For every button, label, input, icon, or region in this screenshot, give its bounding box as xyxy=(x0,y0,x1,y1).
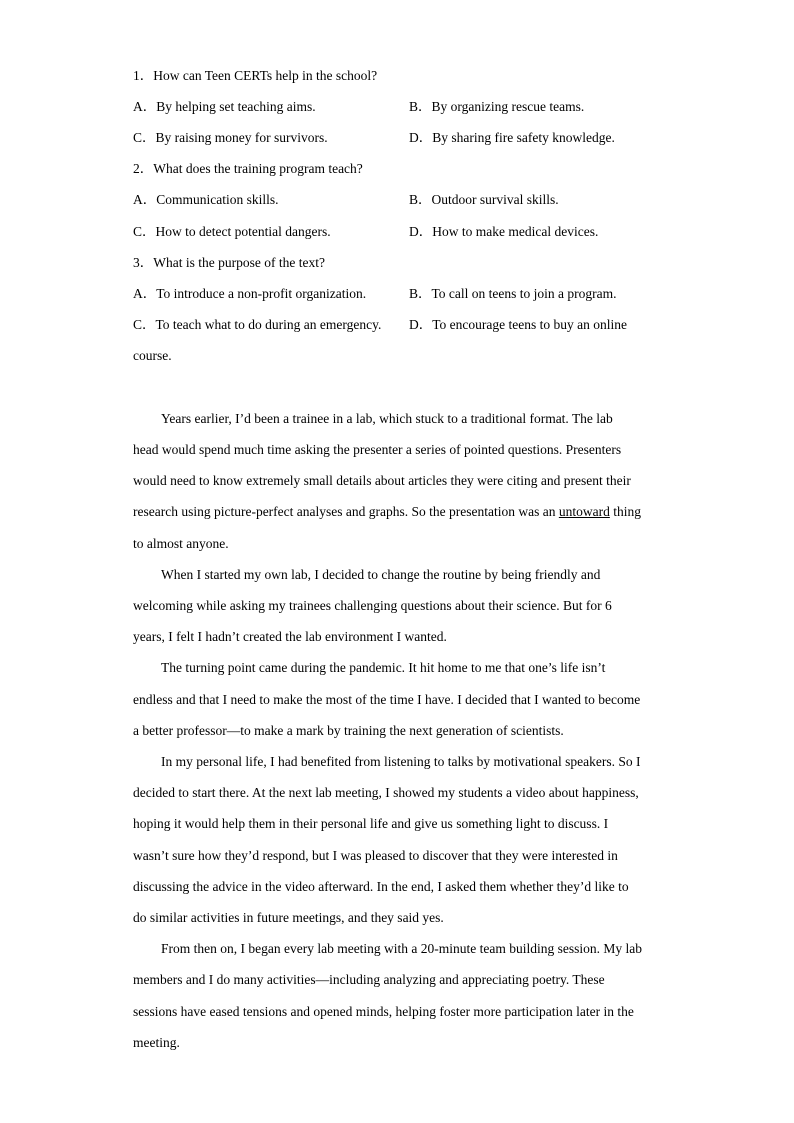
question-3-stem: 3．What is the purpose of the text? xyxy=(133,255,325,270)
paragraph-line: discussing the advice in the video afterward. In the end, I asked them whether they’d like to xyxy=(133,879,629,894)
paragraph-line: sessions have eased tensions and opened minds, helping foster more participation later in the xyxy=(133,1004,634,1019)
question-1-option-c: C．By raising money for survivors. xyxy=(133,130,328,145)
paragraph-line: wasn’t sure how they’d respond, but I was pleased to discover that they were interested in xyxy=(133,848,618,863)
paragraph-line: Years earlier, I’d been a trainee in a lab, which stuck to a traditional format. The lab xyxy=(161,411,613,426)
question-2-option-d: D．How to make medical devices. xyxy=(409,224,599,239)
paragraph-line: The turning point came during the pandemic. It hit home to me that one’s life isn’t xyxy=(161,660,606,675)
paragraph-line: meeting. xyxy=(133,1035,180,1050)
paragraph-line: welcoming while asking my trainees challenging questions about their science. But for 6 xyxy=(133,598,612,613)
question-2-option-c: C．How to detect potential dangers. xyxy=(133,224,331,239)
paragraph-line: would need to know extremely small details about articles they were citing and present their xyxy=(133,473,631,488)
question-3-option-d-continued: course. xyxy=(133,348,172,363)
question-3-option-b: B．To call on teens to join a program. xyxy=(409,286,617,301)
question-3-option-d: D．To encourage teens to buy an online xyxy=(409,317,627,332)
question-2-option-b: B．Outdoor survival skills. xyxy=(409,192,559,207)
paragraph-line xyxy=(133,503,641,521)
paragraph-line-text: thing xyxy=(609,504,641,519)
question-1-option-d: D．By sharing fire safety knowledge. xyxy=(409,130,615,145)
paragraph-line: do similar activities in future meetings, and they said yes. xyxy=(133,910,444,925)
paragraph-line: hoping it would help them in their personal life and give us something light to discuss. I xyxy=(133,816,609,831)
paragraph-line: a better professor—to make a mark by training the next generation of scientists. xyxy=(133,723,564,738)
paragraph-line: decided to start there. At the next lab meeting, I showed my students a video about happiness, xyxy=(133,785,639,800)
paragraph-line: head would spend much time asking the presenter a series of pointed questions. Presenters xyxy=(133,442,622,457)
paragraph-line: to almost anyone. xyxy=(133,536,229,551)
underlined-word: untoward xyxy=(558,504,610,519)
paragraph-line: endless and that I need to make the most of the time I have. I decided that I wanted to become xyxy=(133,692,641,707)
question-2-stem: 2．What does the training program teach? xyxy=(133,161,363,176)
paragraph-line: When I started my own lab, I decided to change the routine by being friendly and xyxy=(161,567,601,582)
question-2-option-a: A．Communication skills. xyxy=(133,192,279,207)
question-1-option-a: A．By helping set teaching aims. xyxy=(133,99,316,114)
paragraph-line: In my personal life, I had benefited from listening to talks by motivational speakers. So I xyxy=(161,754,641,769)
question-1-option-b: B．By organizing rescue teams. xyxy=(409,99,585,114)
paragraph-line-text: research using picture-perfect analyses and graphs. So the presentation was an xyxy=(133,504,559,519)
paragraph-line: members and I do many activities—including analyzing and appreciating poetry. These xyxy=(133,972,605,987)
paragraph-line: years, I felt I hadn’t created the lab environment I wanted. xyxy=(133,629,447,644)
question-3-option-a: A．To introduce a non-profit organization. xyxy=(133,286,367,301)
paragraph-line: From then on, I began every lab meeting with a 20-minute team building session. My lab xyxy=(161,941,643,956)
question-3-option-c: C．To teach what to do during an emergency. xyxy=(133,317,382,332)
question-1-stem: 1．How can Teen CERTs help in the school? xyxy=(133,68,378,83)
